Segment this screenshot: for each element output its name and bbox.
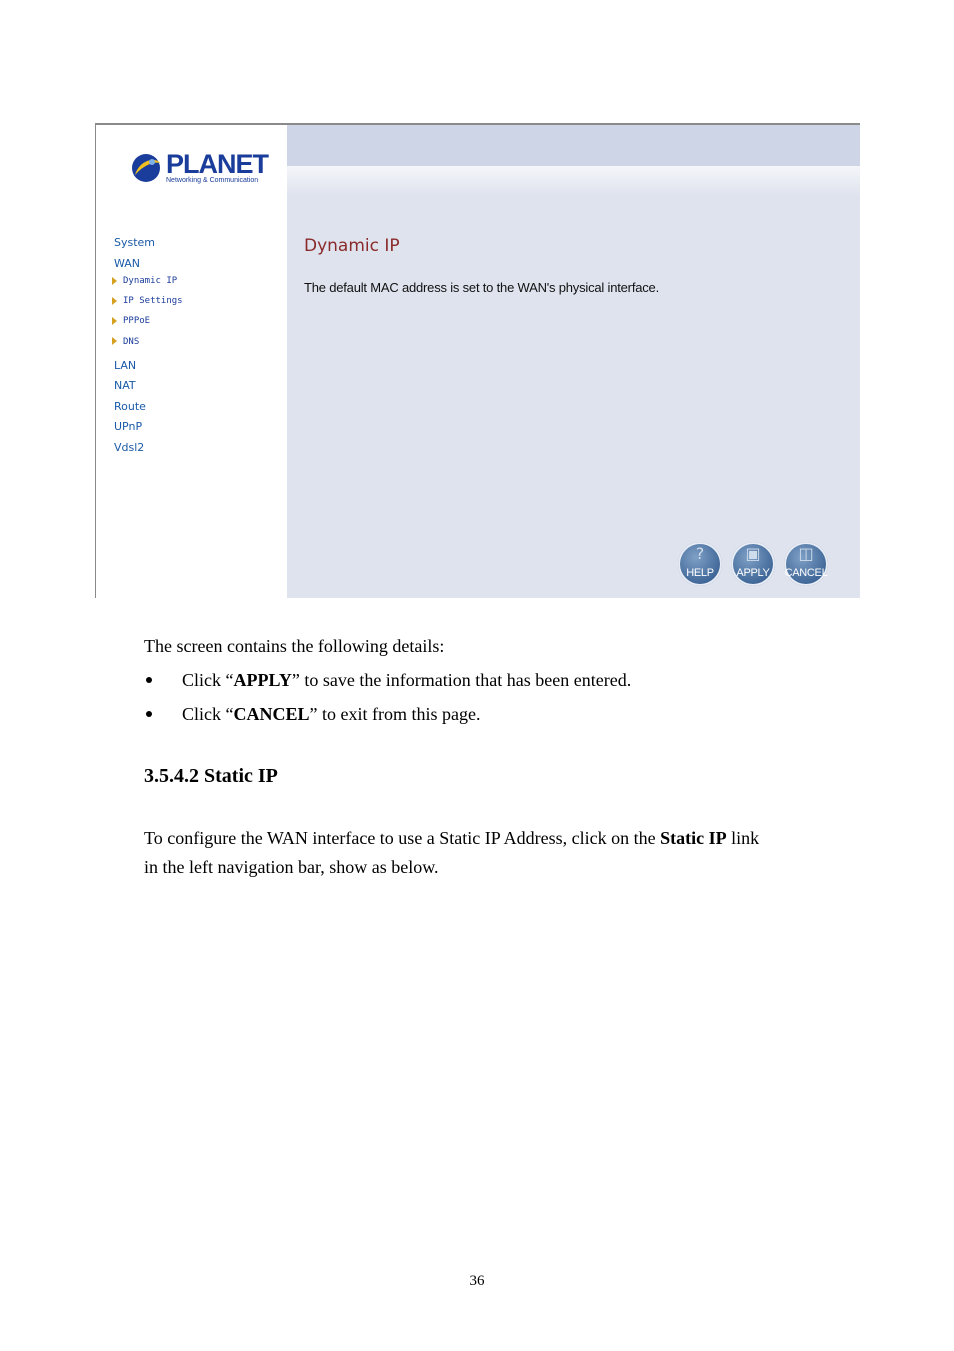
arrow-icon <box>112 277 117 285</box>
paragraph-line-2: in the left navigation bar, show as below. <box>144 857 439 877</box>
header-fade <box>287 166 860 196</box>
arrow-icon <box>112 317 117 325</box>
page-title: Dynamic IP <box>304 236 400 256</box>
bullet-dot <box>146 711 152 717</box>
sidebar-item-pppoe[interactable]: PPPoE <box>123 316 151 326</box>
help-button-label: HELP <box>686 567 714 579</box>
sidebar-item-lan[interactable]: LAN <box>114 359 137 372</box>
paragraph-bold: Static IP <box>660 828 727 848</box>
bullet-cancel <box>182 704 480 724</box>
sidebar-item-ip-settings[interactable]: IP Settings <box>123 296 183 306</box>
section-heading: 3.5.4.2 Static IP <box>144 765 278 787</box>
logo-text: PLANET <box>166 149 268 179</box>
content-panel <box>287 125 860 598</box>
sidebar-item-dynamic-ip[interactable]: Dynamic IP <box>123 276 178 286</box>
bullet-dot <box>146 677 152 683</box>
sidebar-item-route[interactable]: Route <box>114 400 146 413</box>
bullet-bold: CANCEL <box>233 704 310 724</box>
sidebar-item-upnp[interactable]: UPnP <box>114 420 143 433</box>
bullet-apply <box>182 670 631 690</box>
arrow-icon <box>112 297 117 305</box>
bullet-text: Click “ <box>182 704 234 724</box>
bullet-text: ” to save the information that has been entered. <box>291 670 632 690</box>
bullet-text: Click “ <box>182 670 234 690</box>
paragraph-text: link <box>726 828 760 848</box>
intro-text: The screen contains the following details: <box>144 636 445 656</box>
sidebar-item-vdsl2[interactable]: Vdsl2 <box>114 441 145 454</box>
question-icon: ? <box>695 544 705 563</box>
page-number: 36 <box>469 1273 485 1289</box>
sidebar-item-nat[interactable]: NAT <box>114 379 136 392</box>
sidebar-item-wan[interactable]: WAN <box>114 257 141 270</box>
help-button[interactable] <box>678 542 722 586</box>
bullet-text: ” to exit from this page. <box>309 704 481 724</box>
cancel-button[interactable] <box>784 542 828 586</box>
logo-subtitle: Networking & Communication <box>166 177 259 184</box>
page-description: The default MAC address is set to the WAN's physical interface. <box>304 280 659 295</box>
bullet-bold: APPLY <box>233 670 292 690</box>
trash-icon: ◫ <box>798 544 814 563</box>
paragraph-text: To configure the WAN interface to use a Static IP Address, click on the <box>144 828 661 848</box>
planet-logo <box>130 149 268 189</box>
disk-icon: ▣ <box>745 544 761 563</box>
planet-globe-icon <box>130 151 164 185</box>
paragraph-line-1 <box>144 828 759 848</box>
apply-button[interactable] <box>731 542 775 586</box>
router-screenshot <box>95 123 860 598</box>
arrow-icon <box>112 337 117 345</box>
sidebar-item-system[interactable]: System <box>114 236 156 249</box>
sidebar <box>96 125 287 598</box>
cancel-button-label: CANCEL <box>784 567 828 579</box>
header-band <box>287 125 860 166</box>
apply-button-label: APPLY <box>736 567 770 579</box>
sidebar-item-dns[interactable]: DNS <box>123 337 140 347</box>
